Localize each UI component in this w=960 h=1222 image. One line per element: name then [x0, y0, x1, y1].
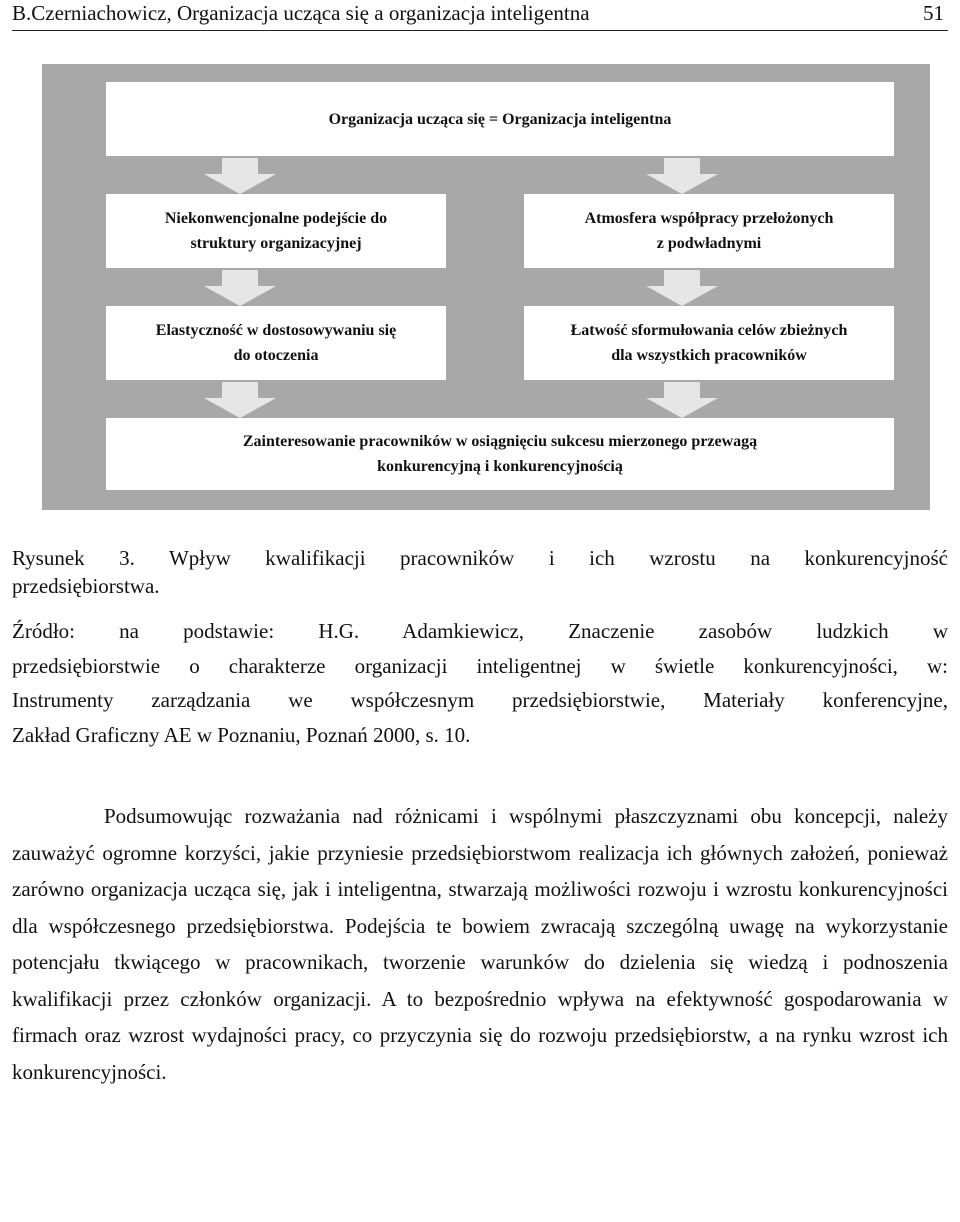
down-arrow-icon — [204, 382, 276, 418]
caption-line: przedsiębiorstwa. — [12, 574, 160, 598]
row1-right-line2: z podwładnymi — [656, 235, 762, 252]
diagram-top-box — [106, 82, 894, 156]
row2-left-line2: do otoczenia — [233, 347, 319, 364]
source-line: przedsiębiorstwie o charakterze organizacji inteligentnej w świetle konkurencyjności, w: — [12, 653, 948, 678]
down-arrow-icon — [646, 158, 718, 194]
source-line: Zakład Graficzny AE w Poznaniu, Poznań 2000, s. 10. — [12, 722, 471, 747]
caption-line: Rysunek 3. Wpływ kwalifikacji pracowników i ich wzrostu na konkurencyjność — [12, 546, 948, 570]
bottom-box-line2: konkurencyjną i konkurencyjnością — [377, 458, 623, 475]
source-line: Instrumenty zarządzania we współczesnym przedsiębiorstwie, Materiały konferencyjne, — [12, 688, 948, 712]
row2-right-line2: dla wszystkich pracowników — [611, 347, 807, 364]
row1-left-line1: Niekonwencjonalne podejście do — [164, 210, 388, 227]
diagram-bottom-box — [106, 418, 894, 490]
down-arrow-icon — [646, 270, 718, 306]
running-header — [12, 0, 948, 31]
figure-source — [12, 614, 948, 752]
down-arrow-icon — [204, 270, 276, 306]
diagram-row1-left-box — [106, 194, 446, 268]
header-title: B.Czerniachowicz, Organizacja ucząca się a organizacja inteligentna — [12, 1, 590, 25]
down-arrow-icon — [646, 382, 718, 418]
row2-right-line1: Łatwość sformułowania celów zbieżnych — [570, 322, 848, 339]
figure-caption — [12, 544, 948, 600]
diagram-row2-left-box — [106, 306, 446, 380]
row2-left-line1: Elastyczność w dostosowywaniu się — [155, 322, 397, 339]
diagram-row1-right-box — [524, 194, 894, 268]
body-paragraph: Podsumowując rozważania nad różnicami i wspólnymi płaszczyznami obu koncepcji, należy zauważyć ogromne korzyści, jakie przyniesie przedsiębiorstwom realizacja ich głównych założeń, ponieważ zarówno organizacja ucząca się, jak i inteligentna, stwarzają możliwości rozwoju i wzrostu konkurencyjności dla współczesnego przedsiębiorstwa. Podejścia te bowiem zwracają szczególną uwagę na wykorzystanie potencjału tkwiącego w pracownikach, tworzenie warunków do dzielenia się wiedzą i podnoszenia kwalifikacji przez członków organizacji. A to bezpośrednio wpływa na efektywność gospodarowania w firmach oraz wzrost wydajności pracy, co przyczynia się do rozwoju przedsiębiorstw, a na rynku wzrost ich konkurencyjności. — [12, 804, 948, 1084]
diagram-top-label: Organizacja ucząca się = Organizacja inteligentna — [328, 110, 672, 128]
diagram-row2-right-box — [524, 306, 894, 380]
bottom-box-line1: Zainteresowanie pracowników w osiągnięciu sukcesu mierzonego przewagą — [242, 433, 758, 450]
page-number: 51 — [923, 1, 944, 25]
source-line: Źródło: na podstawie: H.G. Adamkiewicz, Znaczenie zasobów ludzkich w — [12, 619, 948, 643]
down-arrow-icon — [204, 158, 276, 194]
row1-left-line2: struktury organizacyjnej — [190, 235, 362, 252]
row1-right-line1: Atmosfera współpracy przełożonych — [584, 210, 834, 227]
figure-diagram — [42, 64, 930, 510]
